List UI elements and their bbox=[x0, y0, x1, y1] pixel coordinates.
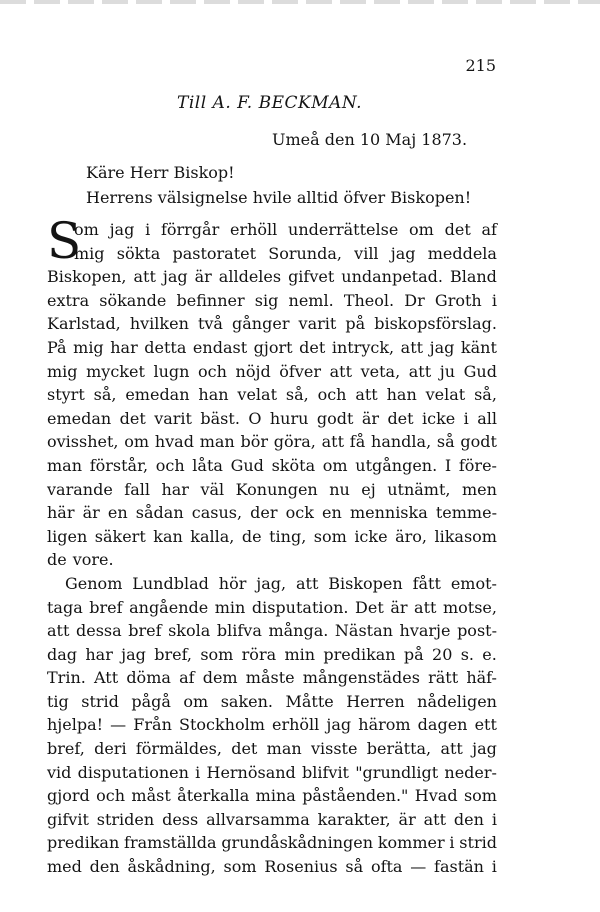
body-line: om jag i förrgår erhöll underrättelse om det af bbox=[74, 220, 497, 239]
body-line: extra sökande befinner sig neml. Theol. Dr Groth i bbox=[47, 290, 497, 310]
body-line: vid disputationen i Hernösand blifvit "grundligt neder- bbox=[47, 762, 497, 782]
body-line: Karlstad, hvilken två gånger varit på biskopsförslag. bbox=[47, 314, 497, 334]
body-line: Biskopen, att jag är alldeles gifvet undanpetad. Bland bbox=[47, 267, 497, 287]
body-line: dag har jag bref, som röra min predikan på 20 s. e. bbox=[47, 644, 497, 664]
body-line: styrt så, emedan han velat så, och att han velat så, bbox=[47, 385, 497, 405]
body-line: att dessa bref skola blifva många. Nästan hvarje post- bbox=[47, 621, 497, 641]
body-line: Trin. Att döma af dem måste mångenstädes rätt häf- bbox=[47, 668, 497, 688]
blessing-line: Herrens välsignelse hvile alltid öfver Biskopen! bbox=[86, 188, 472, 207]
letter-body bbox=[47, 212, 497, 879]
body-line: de vore. bbox=[47, 550, 114, 570]
body-line: ligen säkert kan kalla, de ting, som icke äro, likasom bbox=[47, 526, 497, 546]
body-line: Genom Lundblad hör jag, att Biskopen fått emot- bbox=[65, 573, 497, 593]
body-line: predikan framställda grundåskådningen kommer i strid bbox=[47, 833, 497, 853]
scan-edge-rule bbox=[0, 0, 600, 4]
drop-cap: S bbox=[47, 212, 82, 270]
body-line: gifvit striden dess allvarsamma karakter, är att den i bbox=[47, 809, 497, 829]
body-line: På mig har detta endast gjort det intryck, att jag känt bbox=[47, 337, 497, 357]
body-line: med den åskådning, som Rosenius så ofta — fastän i bbox=[47, 857, 497, 877]
body-line: mig sökta pastoratet Sorunda, vill jag meddela bbox=[74, 243, 497, 263]
body-line: taga bref angående min disputation. Det är att motse, bbox=[47, 597, 497, 617]
body-line: hjelpa! — Från Stockholm erhöll jag härom dagen ett bbox=[47, 715, 497, 735]
page-number: 215 bbox=[465, 56, 496, 75]
body-line: tig strid pågå om saken. Måtte Herren nådeligen bbox=[47, 691, 497, 711]
body-line: varande fall har väl Konungen nu ej utnämt, men bbox=[47, 479, 497, 499]
body-line: här är en sådan casus, der ock en menniska temme- bbox=[47, 503, 497, 523]
letter-heading: Till A. F. BECKMAN. bbox=[177, 93, 363, 113]
body-line: ovisshet, om hvad man bör göra, att få handla, så godt bbox=[47, 432, 497, 452]
dateline: Umeå den 10 Maj 1873. bbox=[272, 130, 468, 149]
body-line: emedan det varit bäst. O huru godt är det icke i all bbox=[47, 408, 497, 428]
body-line: gjord och måst återkalla mina påståenden." Hvad som bbox=[47, 786, 497, 806]
body-line: bref, deri förmäldes, det man visste berätta, att jag bbox=[47, 739, 497, 759]
salutation: Käre Herr Biskop! bbox=[86, 163, 235, 182]
body-line: mig mycket lugn och nöjd öfver att veta, att ju Gud bbox=[47, 361, 497, 381]
body-line: man förstår, och låta Gud sköta om utgången. I före- bbox=[47, 455, 497, 475]
